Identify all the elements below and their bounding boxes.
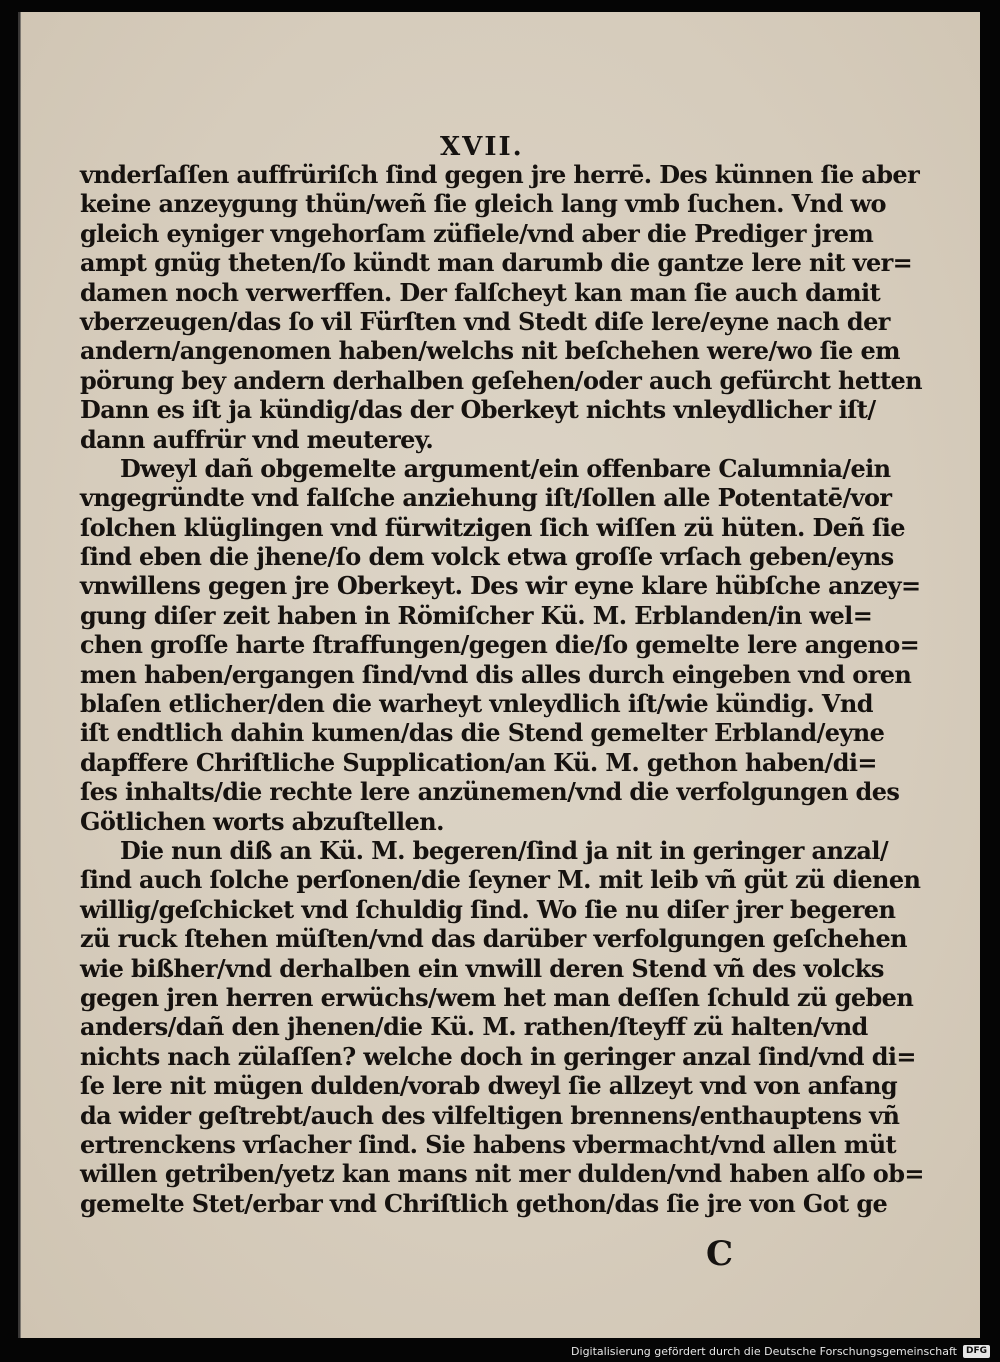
text-line: Dweyl dañ obgemelte argument/ein offenbare Calumnia/ein — [120, 453, 891, 483]
text-line: anders/dañ den jhenen/die Kü. M. rathen/ſteyff zü halten/vnd — [80, 1012, 868, 1042]
footer-credit — [571, 1345, 990, 1358]
text-line: vberzeugen/das ſo vil Fürſten vnd Stedt diſe lere/eyne nach der — [80, 306, 890, 336]
text-line: willig/geſchicket vnd ſchuldig ſind. Wo ſie nu diſer jrer begeren — [80, 894, 896, 924]
text-line: dann auffrür vnd meuterey. — [80, 424, 434, 454]
text-line: wie bißher/vnd derhalben ein vnwill deren Stend vñ des volcks — [80, 953, 884, 983]
text-block — [80, 160, 924, 1218]
footer-text: Digitalisierung gefördert durch die Deutsche Forschungsgemeinschaft — [571, 1345, 957, 1358]
text-line: willen getriben/yetz kan mans nit mer dulden/vnd haben alſo ob= — [80, 1159, 924, 1189]
text-line: Dann es iſt ja kündig/das der Oberkeyt nichts vnleydlicher iſt/ — [80, 395, 876, 425]
text-line: keine anzeygung thün/weñ ſie gleich lang vmb ſuchen. Vnd wo — [80, 189, 886, 219]
text-line: gleich eyniger vngehorſam züfiele/vnd aber die Prediger jrem — [80, 218, 874, 248]
text-line: ſes inhalts/die rechte lere anzünemen/vnd die verfolgungen des — [80, 777, 900, 807]
text-line: blaſen etlicher/den die warheyt vnleydlich iſt/wie kündig. Vnd — [80, 689, 873, 719]
signature-mark: C — [706, 1234, 734, 1274]
text-line: Die nun diß an Kü. M. begeren/ſind ja nit in geringer anzal/ — [120, 835, 889, 865]
dfg-logo: DFG — [963, 1345, 990, 1358]
text-line: nichts nach zülaſſen? welche doch in geringer anzal ſind/vnd di= — [80, 1041, 916, 1071]
text-line: pörung bey andern derhalben geſehen/oder auch gefürcht hetten — [80, 365, 923, 395]
text-line: gemelte Stet/erbar vnd Chriſtlich gethon/das ſie jre von Got ge — [80, 1188, 888, 1218]
book-page — [18, 12, 980, 1338]
text-line: ampt gnüg theten/ſo kündt man darumb die gantze lere nit ver= — [80, 248, 913, 278]
folio-number: XVII. — [440, 132, 524, 162]
text-line: vnderſaſſen auffrüriſch ſind gegen jre herrē. Des künnen ſie aber — [80, 160, 920, 189]
text-line: damen noch verwerffen. Der falſcheyt kan man ſie auch damit — [80, 277, 881, 307]
text-line: men haben/ergangen ſind/vnd dis alles durch eingeben vnd oren — [80, 659, 912, 689]
text-line: dapffere Chriſtliche Supplication/an Kü. M. gethon haben/di= — [80, 747, 877, 777]
gutter-shadow — [18, 12, 21, 1338]
text-line: da wider geſtrebt/auch des vilfeltigen brennens/enthauptens vñ — [80, 1100, 900, 1130]
text-line: iſt endtlich dahin kumen/das die Stend gemelter Erbland/eyne — [80, 718, 885, 748]
text-line: ſolchen klüglingen vnd fürwitzigen ſich wiſſen zü hüten. Deñ ſie — [80, 512, 905, 542]
text-line: vngegründte vnd falſche anziehung iſt/ſollen alle Potentatē/vor — [80, 483, 892, 513]
text-line: Götlichen worts abzuſtellen. — [80, 806, 444, 836]
text-line: ertrenckens vrſacher ſind. Sie habens vbermacht/vnd allen müt — [80, 1129, 897, 1159]
text-line: vnwillens gegen jre Oberkeyt. Des wir eyne klare hübſche anzey= — [80, 571, 921, 601]
text-line: ſind eben die jhene/ſo dem volck etwa groſſe vrſach geben/eyns — [80, 542, 894, 572]
text-line: gung diſer zeit haben in Römiſcher Kü. M. Erblanden/in wel= — [80, 600, 873, 630]
text-line: andern/angenomen haben/welchs nit beſchehen were/wo ſie em — [80, 336, 900, 366]
text-line: ſe lere nit mügen dulden/vorab dweyl ſie allzeyt vnd von anfang — [80, 1071, 898, 1101]
text-line: ſind auch ſolche perſonen/die ſeyner M. mit leib vñ güt zü dienen — [80, 865, 921, 895]
text-line: gegen jren herren erwüchs/wem het man deſſen ſchuld zü geben — [80, 982, 914, 1012]
text-line: chen groſſe harte ſtraffungen/gegen die/ſo gemelte lere angeno= — [80, 630, 920, 660]
text-line: zü ruck ſtehen müſten/vnd das darüber verfolgungen geſchehen — [80, 924, 907, 954]
